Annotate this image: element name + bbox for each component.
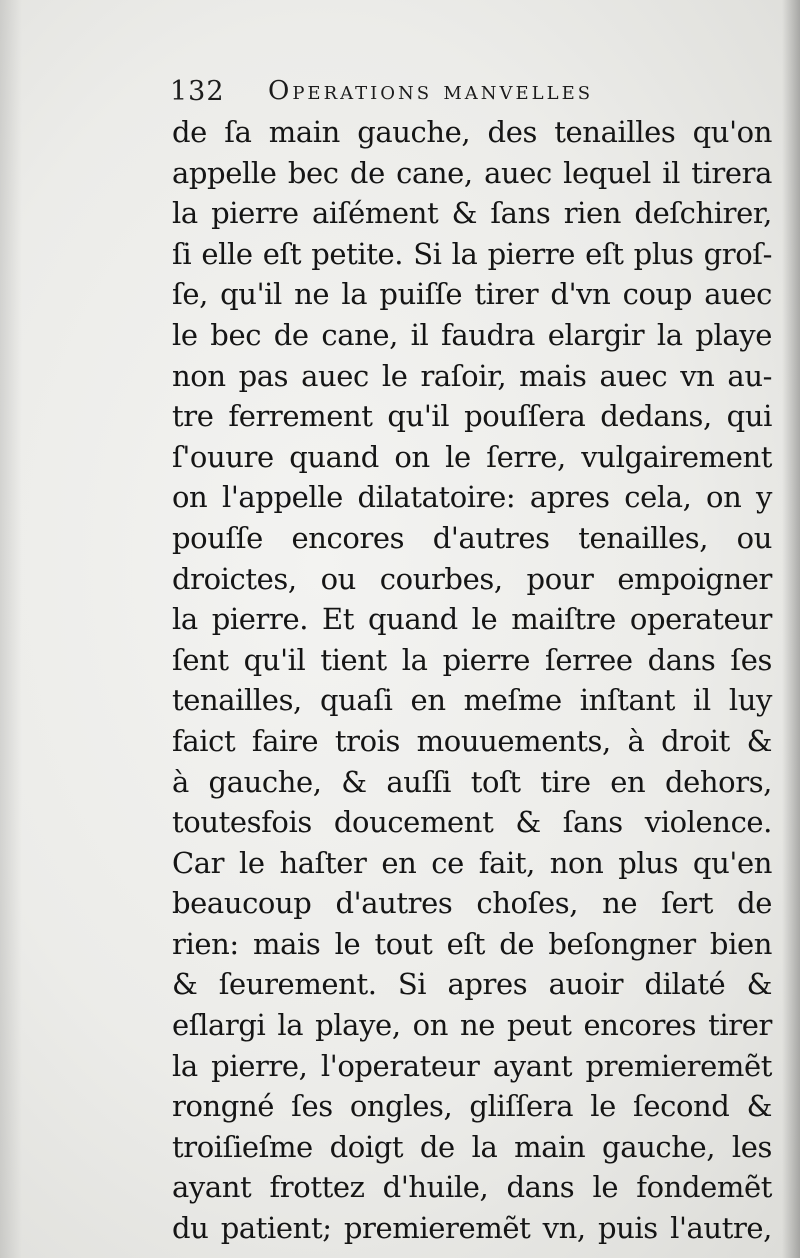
page-number: 132 (170, 76, 225, 107)
text-line: ſe, qu'il ne la puiſſe tirer d'vn coup auec (172, 277, 772, 312)
text-line: toutesfois doucement & ſans violence. (172, 805, 772, 840)
text-line: troiſieſme doigt de la main gauche, les (172, 1129, 772, 1164)
text-line: & ſeurement. Si apres auoir dilaté & (172, 967, 772, 1002)
text-line: tenailles, quaſi en meſme inſtant il luy (172, 683, 772, 718)
page-right-shadow (782, 0, 800, 1258)
text-line: non pas auec le raſoir, mais auec vn au- (172, 358, 772, 393)
text-line: faict faire trois mouuements, à droit & (172, 723, 772, 758)
text-line: ayant frottez d'huile, dans le fondemẽt (172, 1170, 772, 1205)
text-line: de ſa main gauche, des tenailles qu'on (172, 115, 772, 149)
text-line: du patient; premieremẽt vn, puis l'autre, (172, 1211, 772, 1246)
text-line: pouſſe encores d'autres tenailles, ou (172, 520, 772, 555)
text-line: la pierre aiſément & ſans rien deſchirer, (172, 196, 772, 231)
text-line: ſi elle eſt petite. Si la pierre eſt plus groſ- (172, 236, 772, 271)
text-line: le bec de cane, il faudra elargir la playe (172, 317, 772, 352)
body-text (172, 112, 772, 1249)
page-header (170, 74, 690, 114)
text-line: ſent qu'il tient la pierre ſerree dans ſes (172, 642, 772, 677)
text-line: tre ferrement qu'il pouſſera dedans, qui (172, 399, 772, 434)
running-head: Operations manvelles (268, 76, 594, 106)
text-line: appelle bec de cane, auec lequel il tirera (172, 155, 772, 190)
text-line: rien: mais le tout eſt de beſongner bien (172, 926, 772, 961)
text-line: ſ'ouure quand on le ſerre, vulgairement (172, 439, 772, 474)
text-line: eſlargi la playe, on ne peut encores tirer (172, 1008, 772, 1043)
page-left-shadow (0, 0, 22, 1258)
text-line: droictes, ou courbes, pour empoigner (172, 561, 772, 596)
text-line: la pierre, l'operateur ayant premieremẽt (172, 1048, 772, 1083)
text-line: à gauche, & auſſi toſt tire en dehors, (172, 764, 772, 799)
text-line: Car le haſter en ce fait, non plus qu'en (172, 845, 772, 880)
text-line: la pierre. Et quand le maiſtre operateur (172, 602, 772, 637)
text-line: on l'appelle dilatatoire: apres cela, on y (172, 480, 772, 515)
text-line: beaucoup d'autres choſes, ne ſert de (172, 886, 772, 921)
text-line: rongné ſes ongles, gliſſera le ſecond & (172, 1089, 772, 1124)
